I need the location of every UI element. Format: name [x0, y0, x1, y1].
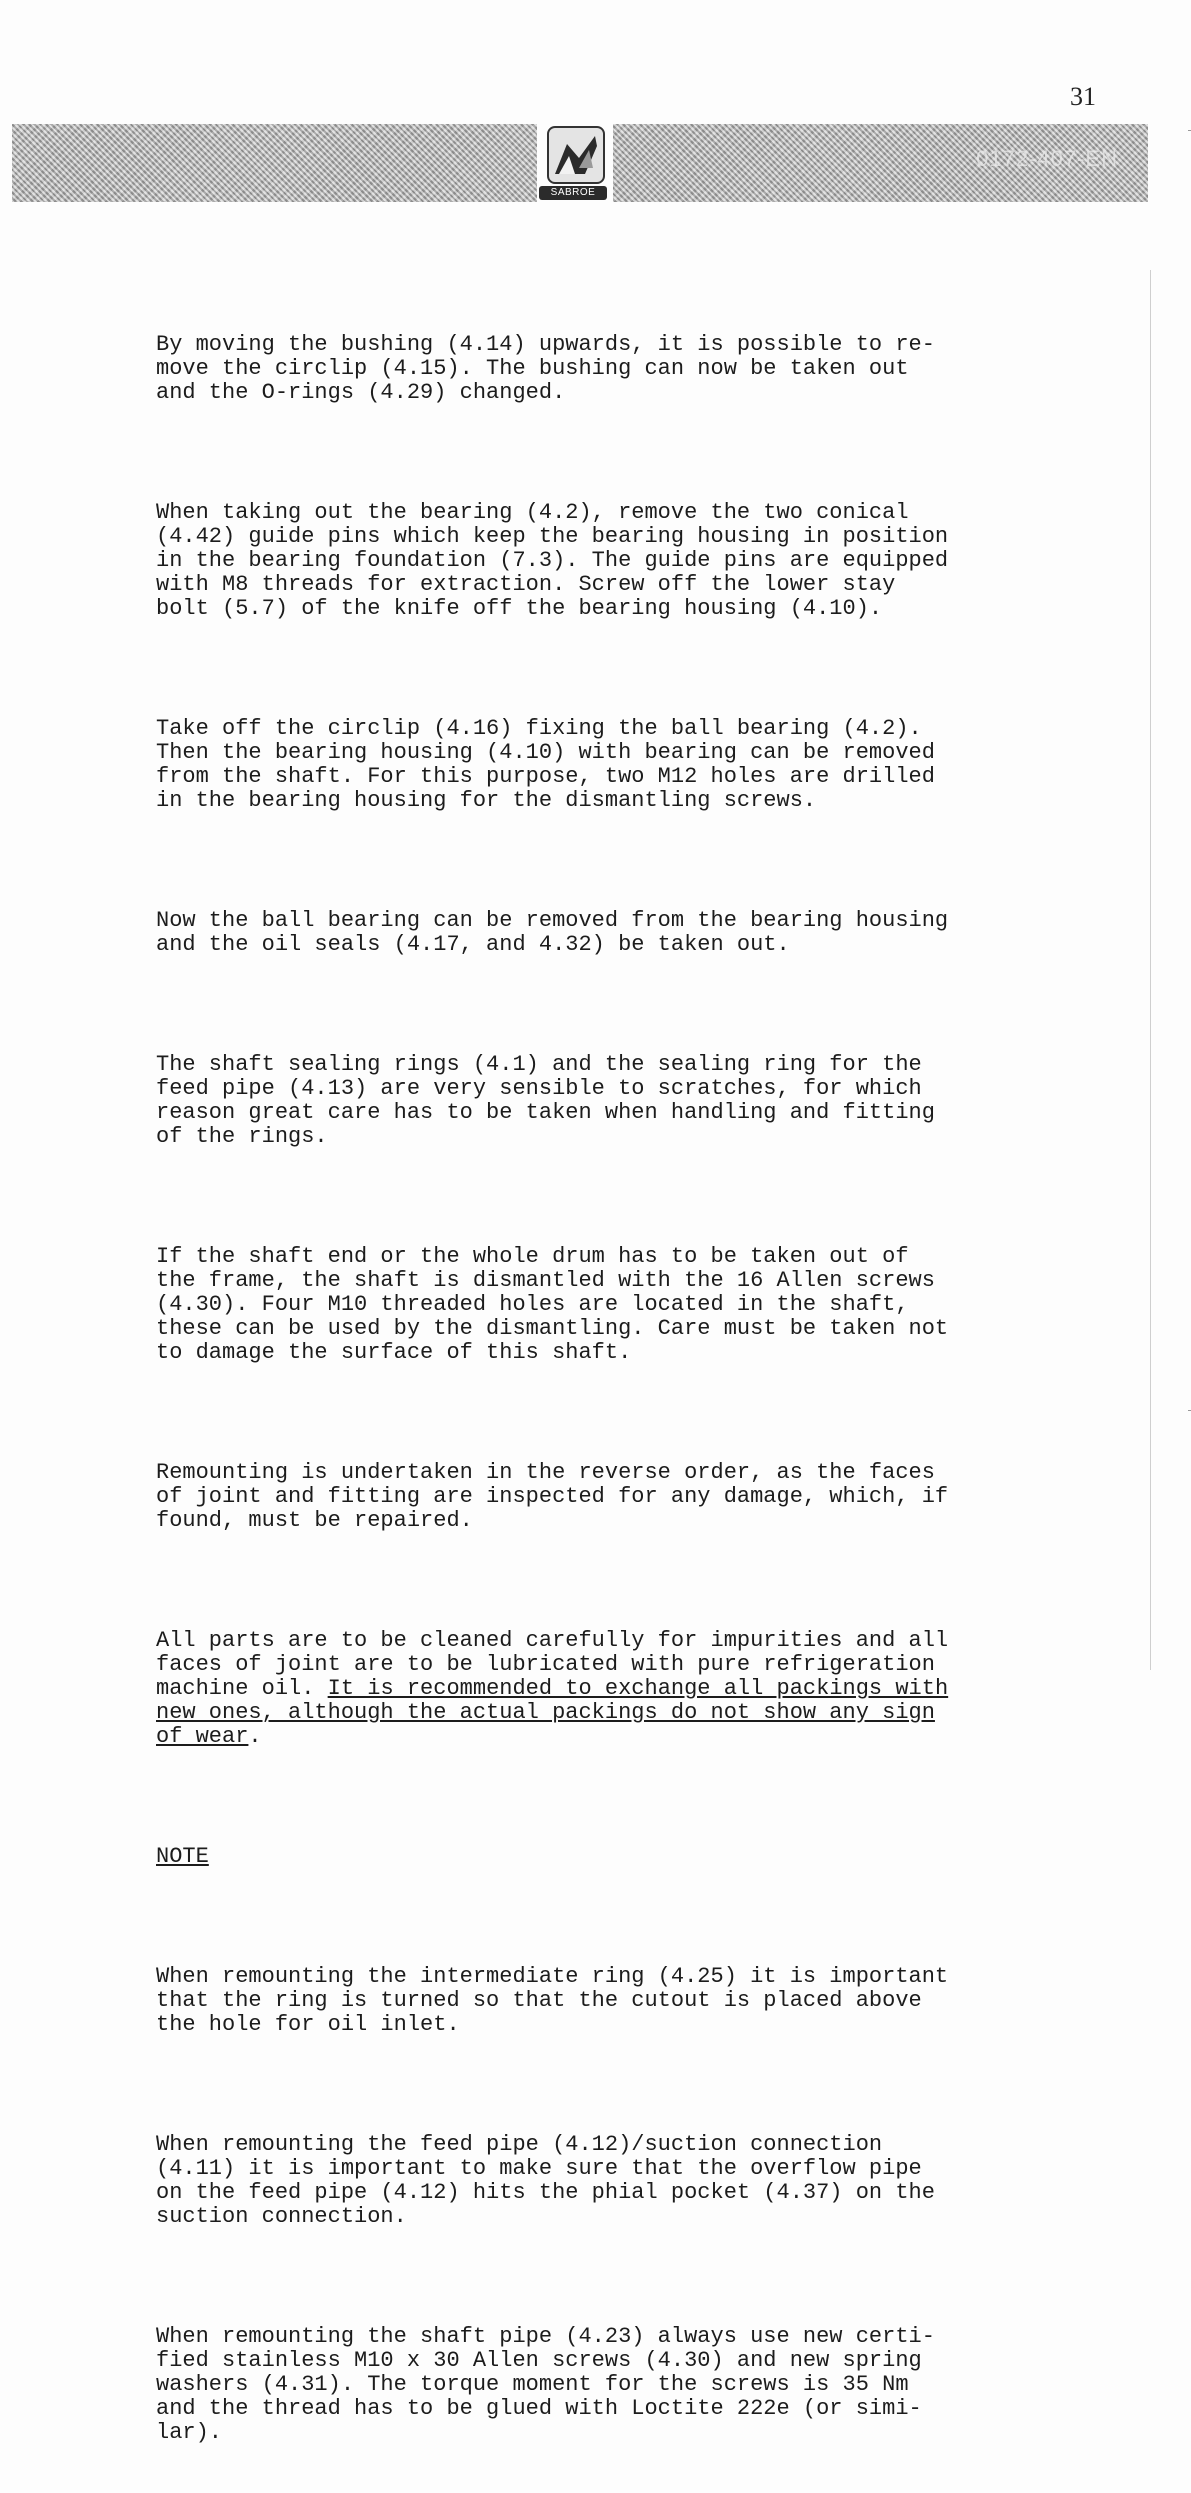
underlined-text: of wear [156, 1724, 249, 1749]
text-line: with M8 threads for extraction. Screw off the lower stay [156, 572, 896, 597]
text-line [156, 1701, 1018, 1725]
paragraph-shaft-end [156, 1245, 1018, 1365]
paragraph-ball-bearing [156, 909, 1018, 957]
text-line: Then the bearing housing (4.10) with bearing can be removed [156, 740, 935, 765]
text-line: feed pipe (4.13) are very sensible to scratches, for which [156, 1076, 922, 1101]
logo-wordmark: SABROE [539, 186, 607, 200]
text-line: to damage the surface of this shaft. [156, 1340, 632, 1365]
text-line: When remounting the intermediate ring (4.25) it is important [156, 1964, 949, 1989]
page-number: 31 [1070, 82, 1096, 111]
text-line [156, 1677, 1018, 1701]
text-line: fied stainless M10 x 30 Allen screws (4.30) and new spring [156, 2348, 922, 2373]
underlined-text: It is recommended to exchange all packings with [327, 1676, 949, 1701]
text-line: lar). [156, 2420, 223, 2445]
text-line: Take off the circlip (4.16) fixing the ball bearing (4.2). [156, 716, 922, 741]
header-banner [12, 124, 1148, 202]
text-line: the hole for oil inlet. [156, 2012, 460, 2037]
text-line [156, 1725, 1018, 1749]
document-code: 0172-407-EN [976, 146, 1118, 171]
text-line: If the shaft end or the whole drum has to be taken out of [156, 1244, 909, 1269]
note-heading-text: NOTE [156, 1844, 209, 1869]
paragraph-feed-pipe [156, 2133, 1018, 2229]
text-span: . [248, 1724, 262, 1749]
underlined-text: new ones, although the actual packings do not show any sign [156, 1700, 935, 1725]
sabroe-logo [537, 122, 613, 202]
text-line: move the circlip (4.15). The bushing can now be taken out [156, 356, 909, 381]
paragraph-cleaning [156, 1629, 1018, 1749]
text-line: bolt (5.7) of the knife off the bearing housing (4.10). [156, 596, 883, 621]
text-line: from the shaft. For this purpose, two M12 holes are drilled [156, 764, 935, 789]
text-line: and the O-rings (4.29) changed. [156, 380, 566, 405]
text-line: (4.42) guide pins which keep the bearing housing in position [156, 524, 949, 549]
paragraph-bearing [156, 501, 1018, 621]
note-heading [156, 1845, 1018, 1869]
paragraph-bushing [156, 333, 1018, 405]
text-line: When remounting the shaft pipe (4.23) always use new certi- [156, 2324, 935, 2349]
scan-margin-line [1150, 270, 1151, 1670]
text-line: When remounting the feed pipe (4.12)/suction connection [156, 2132, 883, 2157]
text-line: of the rings. [156, 1124, 328, 1149]
text-line: faces of joint are to be lubricated with pure refrigeration [156, 1652, 935, 1677]
text-line: All parts are to be cleaned carefully for impurities and all [156, 1628, 949, 1653]
paragraph-circlip [156, 717, 1018, 813]
text-line: reason great care has to be taken when handling and fitting [156, 1100, 935, 1125]
text-line: suction connection. [156, 2204, 407, 2229]
text-line: Now the ball bearing can be removed from the bearing housing [156, 908, 949, 933]
text-line: in the bearing foundation (7.3). The guide pins are equipped [156, 548, 949, 573]
paragraph-remounting [156, 1461, 1018, 1533]
document-body [156, 285, 1018, 2493]
text-line: Remounting is undertaken in the reverse order, as the faces [156, 1460, 935, 1485]
text-span: machine oil. [156, 1676, 328, 1701]
text-line: (4.11) it is important to make sure that the overflow pipe [156, 2156, 922, 2181]
text-line: When taking out the bearing (4.2), remove the two conical [156, 500, 909, 525]
text-line: washers (4.31). The torque moment for the screws is 35 Nm [156, 2372, 909, 2397]
text-line: and the oil seals (4.17, and 4.32) be taken out. [156, 932, 790, 957]
text-line: (4.30). Four M10 threaded holes are located in the shaft, [156, 1292, 909, 1317]
text-line: these can be used by the dismantling. Care must be taken not [156, 1316, 949, 1341]
text-line: The shaft sealing rings (4.1) and the sealing ring for the [156, 1052, 922, 1077]
text-line: on the feed pipe (4.12) hits the phial pocket (4.37) on the [156, 2180, 935, 2205]
text-line: in the bearing housing for the dismantling screws. [156, 788, 817, 813]
text-line: of joint and fitting are inspected for any damage, which, if [156, 1484, 949, 1509]
paragraph-intermediate-ring [156, 1965, 1018, 2037]
text-line: that the ring is turned so that the cutout is placed above [156, 1988, 922, 2013]
text-line: By moving the bushing (4.14) upwards, it is possible to re- [156, 332, 935, 357]
text-line: found, must be repaired. [156, 1508, 473, 1533]
logo-mark-icon [547, 126, 605, 184]
text-line: and the thread has to be glued with Loctite 222e (or simi- [156, 2396, 922, 2421]
paragraph-shaft-pipe [156, 2325, 1018, 2445]
text-line: the frame, the shaft is dismantled with the 16 Allen screws [156, 1268, 935, 1293]
paragraph-sealing-rings [156, 1053, 1018, 1149]
